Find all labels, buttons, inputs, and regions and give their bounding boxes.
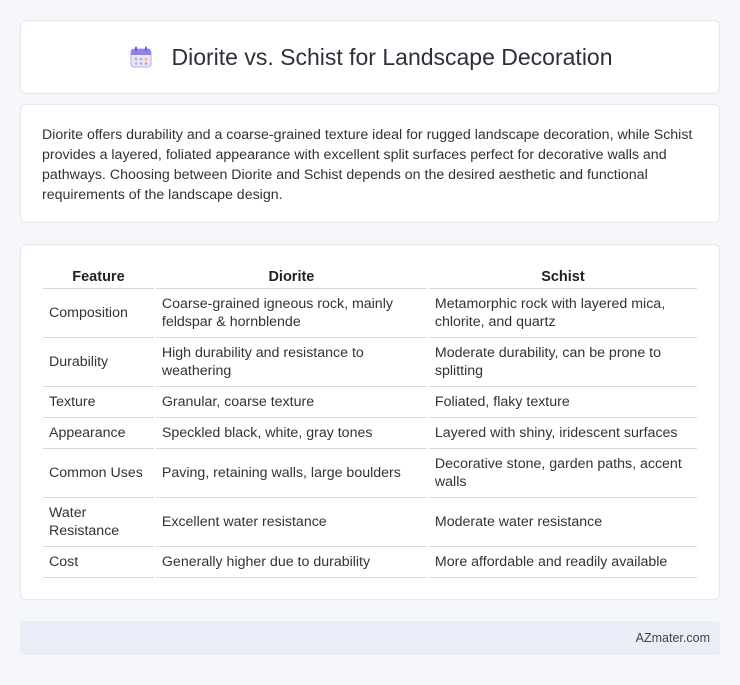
- footer-brand[interactable]: AZmater.com: [635, 631, 710, 645]
- description-card: [20, 104, 720, 223]
- feature-cell: Appearance: [43, 418, 154, 449]
- diorite-cell: Speckled black, white, gray tones: [156, 418, 427, 449]
- table-row: [43, 387, 697, 418]
- comparison-table: [41, 265, 699, 578]
- schist-cell: Layered with shiny, iridescent surfaces: [429, 418, 697, 449]
- table-row: [43, 289, 697, 338]
- table-row: [43, 338, 697, 387]
- schist-cell: Moderate durability, can be prone to splitting: [429, 338, 697, 387]
- diorite-cell: Coarse-grained igneous rock, mainly feldspar & hornblende: [156, 289, 427, 338]
- feature-cell: Cost: [43, 547, 154, 578]
- schist-cell: Metamorphic rock with layered mica, chlorite, and quartz: [429, 289, 697, 338]
- header-schist: Schist: [429, 265, 697, 289]
- header-diorite: Diorite: [156, 265, 427, 289]
- schist-cell: Moderate water resistance: [429, 498, 697, 547]
- diorite-cell: Generally higher due to durability: [156, 547, 427, 578]
- schist-cell: Decorative stone, garden paths, accent walls: [429, 449, 697, 498]
- feature-cell: Durability: [43, 338, 154, 387]
- schist-cell: More affordable and readily available: [429, 547, 697, 578]
- description-text: Diorite offers durability and a coarse-grained texture ideal for rugged landscape decoration, while Schist provides a layered, foliated appearance with excellent split surfaces perfect for decorative walls and pathways. Choosing between Diorite and Schist depends on the desired aesthetic and functional requirements of the landscape design.: [42, 127, 693, 203]
- diorite-cell: High durability and resistance to weathering: [156, 338, 427, 387]
- table-row: [43, 498, 697, 547]
- feature-cell: Composition: [43, 289, 154, 338]
- page-title: Diorite vs. Schist for Landscape Decoration: [171, 43, 613, 70]
- table-row: [43, 547, 697, 578]
- feature-cell: Texture: [43, 387, 154, 418]
- calendar-icon: [127, 43, 155, 71]
- title-card: [20, 20, 720, 94]
- diorite-cell: Paving, retaining walls, large boulders: [156, 449, 427, 498]
- feature-cell: Water Resistance: [43, 498, 154, 547]
- table-header-row: [43, 265, 697, 289]
- diorite-cell: Granular, coarse texture: [156, 387, 427, 418]
- diorite-cell: Excellent water resistance: [156, 498, 427, 547]
- comparison-table-card: [20, 244, 720, 600]
- header-feature: Feature: [43, 265, 154, 289]
- table-row: [43, 418, 697, 449]
- footer: [20, 621, 720, 655]
- table-row: [43, 449, 697, 498]
- feature-cell: Common Uses: [43, 449, 154, 498]
- schist-cell: Foliated, flaky texture: [429, 387, 697, 418]
